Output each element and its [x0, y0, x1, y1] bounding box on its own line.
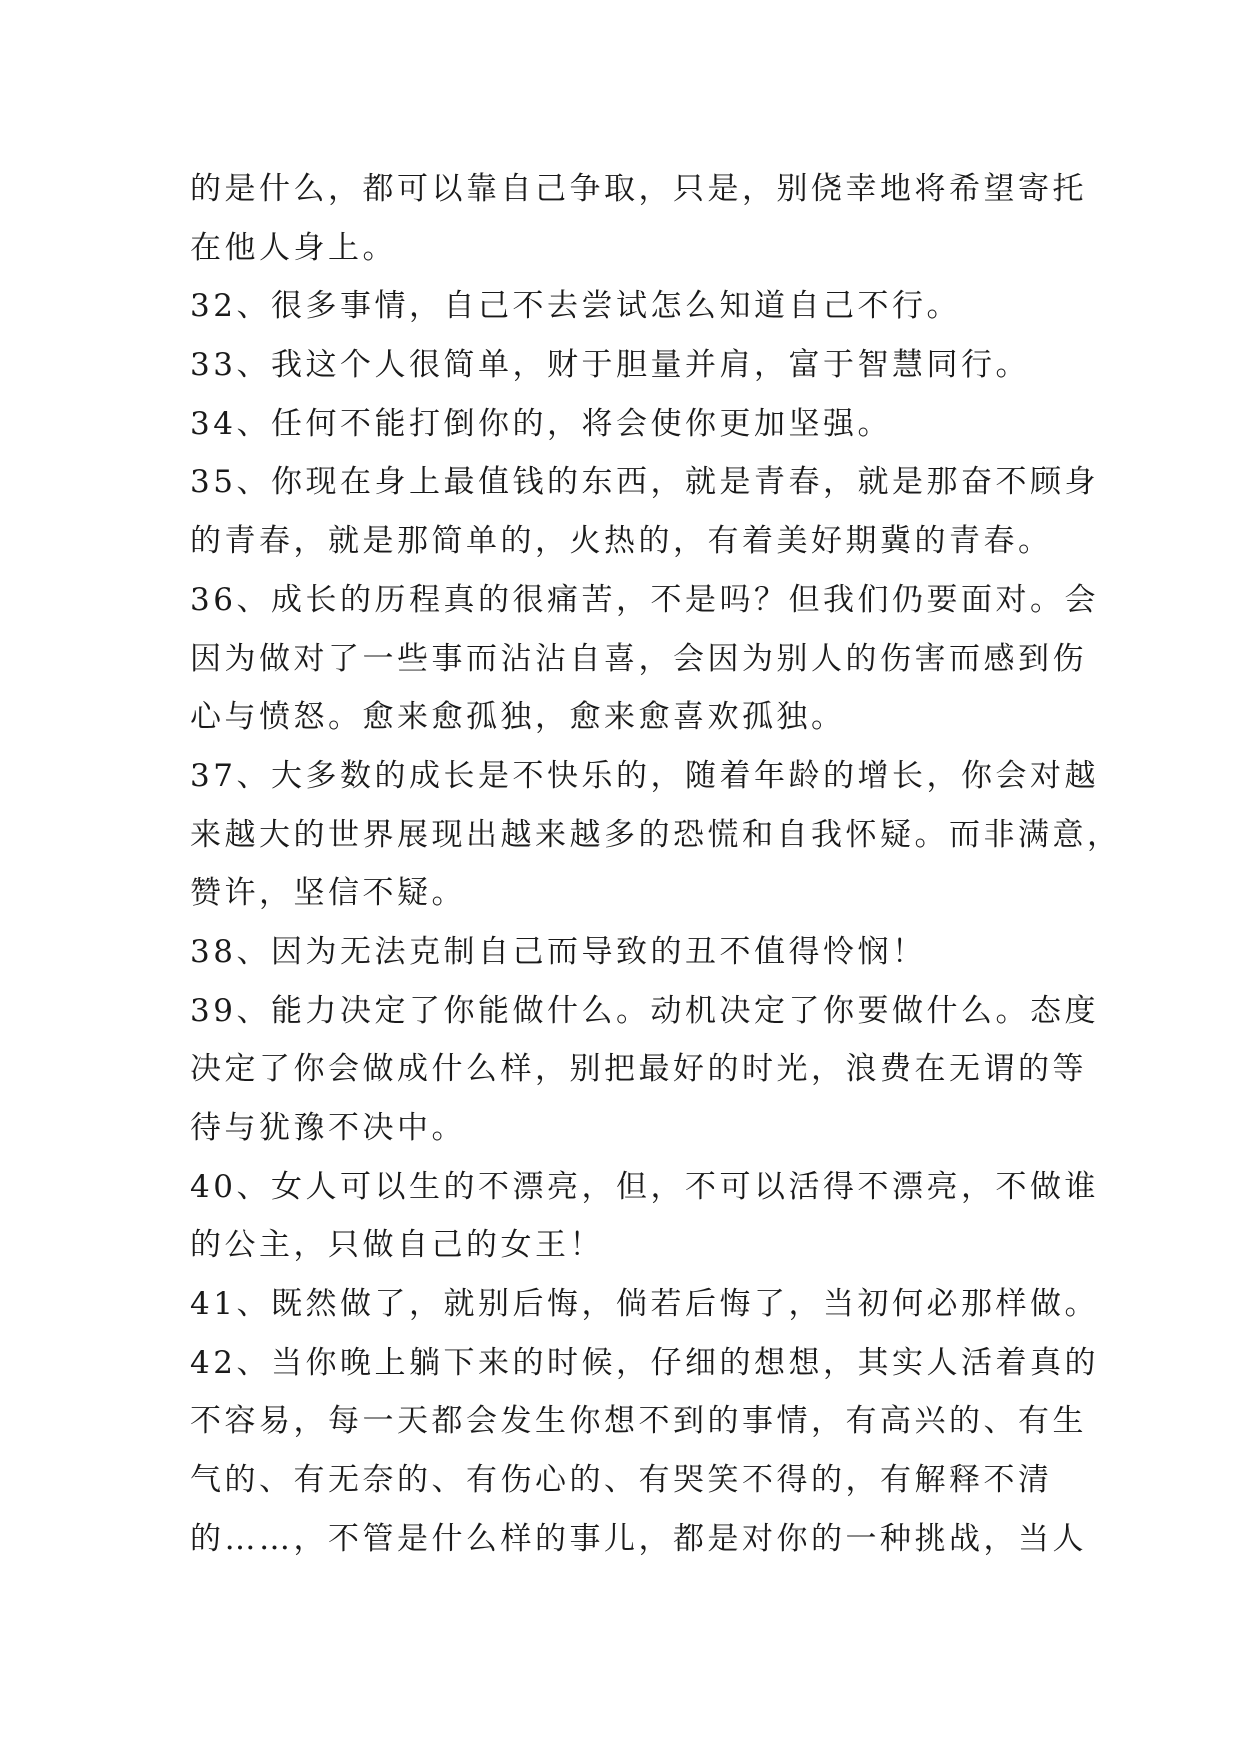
text-line: 36、成长的历程真的很痛苦，不是吗？但我们仍要面对。会: [190, 581, 1099, 618]
text-line: 不容易，每一天都会发生你想不到的事情，有高兴的、有生: [190, 1403, 1087, 1440]
text-line: 待与犹豫不决中。: [190, 1110, 466, 1146]
text-line: 心与愤怒。愈来愈孤独，愈来愈喜欢孤独。: [190, 699, 846, 736]
text-line: 33、我这个人很简单，财于胆量并肩，富于智慧同行。: [190, 347, 1030, 384]
text-line: 35、你现在身上最值钱的东西，就是青春，就是那奋不顾身: [190, 464, 1099, 501]
text-line: 34、任何不能打倒你的，将会使你更加坚强。: [190, 405, 892, 442]
text-line: 37、大多数的成长是不快乐的，随着年龄的增长，你会对越: [190, 757, 1099, 794]
text-line: 32、很多事情，自己不去尝试怎么知道自己不行。: [190, 288, 961, 325]
text-line: 的青春，就是那简单的，火热的，有着美好期冀的青春。: [190, 523, 1053, 560]
text-line: 赞许，坚信不疑。: [190, 875, 466, 912]
text-line: 的公主，只做自己的女王！: [190, 1227, 604, 1264]
text-line: 决定了你会做成什么样，别把最好的时光，浪费在无谓的等: [190, 1051, 1087, 1088]
text-line: 40、女人可以生的不漂亮，但，不可以活得不漂亮，不做谁: [190, 1168, 1099, 1205]
text-line: 38、因为无法克制自己而导致的丑不值得怜悯！: [190, 933, 927, 970]
text-line: 的……，不管是什么样的事儿，都是对你的一种挑战，当人: [190, 1520, 1087, 1557]
text-line: 39、能力决定了你能做什么。动机决定了你要做什么。态度: [190, 992, 1099, 1029]
text-line: 在他人身上。: [190, 229, 397, 266]
text-line: 气的、有无奈的、有伤心的、有哭笑不得的，有解释不清: [190, 1462, 1053, 1499]
text-line: 42、当你晚上躺下来的时候，仔细的想想，其实人活着真的: [190, 1344, 1099, 1381]
text-line: 来越大的世界展现出越来越多的恐慌和自我怀疑。而非满意，: [190, 816, 1122, 853]
document-body: [190, 160, 1122, 1569]
text-line: 因为做对了一些事而沾沾自喜，会因为别人的伤害而感到伤: [190, 640, 1087, 677]
text-line: 41、既然做了，就别后悔，倘若后悔了，当初何必那样做。: [190, 1286, 1099, 1323]
text-line: 的是什么，都可以靠自己争取，只是，别侥幸地将希望寄托: [190, 171, 1087, 207]
